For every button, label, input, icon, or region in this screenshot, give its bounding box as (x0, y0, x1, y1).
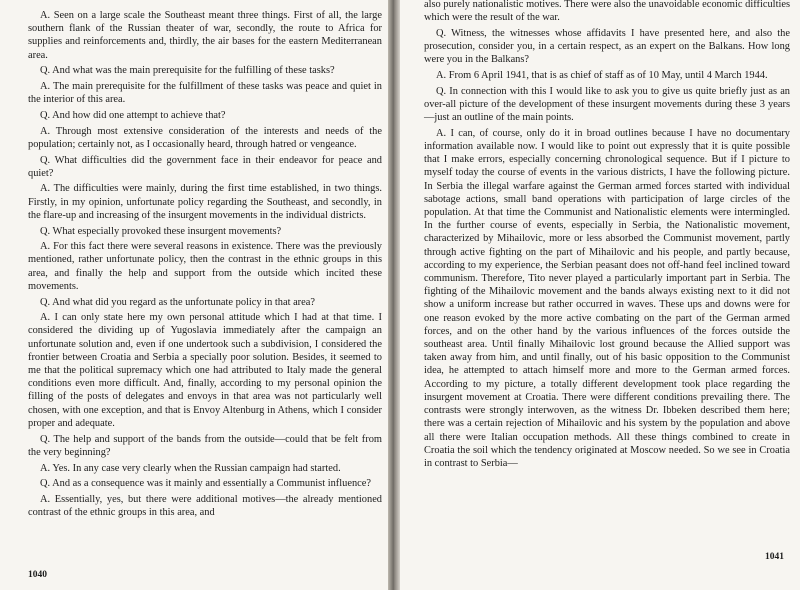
right-page-text (424, 0, 790, 470)
paragraph: A. From 6 April 1941, that is as chief of staff as of 10 May, until 4 March 1944. (436, 70, 768, 82)
paragraph: Q. And how did one attempt to achieve that? (40, 109, 226, 121)
page-number: 1041 (765, 552, 784, 562)
paragraph: A. The difficulties were mainly, during the first time established, in two things. Firstly, in my opinion, unfortunate policy regarding the Southeast, and secondly, in the flare-up and increasing of the insurgent movements in the individual districts. (28, 183, 382, 221)
paragraph: A. I can only state here my own personal attitude which I had at that time. I considered the dividing up of Yugoslavia immediately after the campaign an unfortunate solution and, even if one undertook such a subdivision, I considered the frontier between Croatia and Serbia a specially poor solution. Besides, it seemed to me that the political supremacy which one had attributed to Italy made the general conditions even more difficult. And, finally, according to my personal opinion the filling of the posts of delegates and envoys in that area was not particularly well chosen, with one exception, and that is Envoy Altenburg in Athens, which I consider proper and adequate. (28, 312, 382, 429)
paragraph: Q. And what did you regard as the unfortunate policy in that area? (40, 296, 315, 308)
right-page (400, 0, 800, 590)
paragraph: also purely nationalistic motives. There were also the unavoidable economic difficulties which were the result of the war. (424, 0, 790, 24)
paragraph: A. Seen on a large scale the Southeast meant three things. First of all, the large southern flank of the Russian theater of war, secondly, the route to Africa for supplies and reinforcements and, thirdly, the air bases for the eastern Mediterranean area. (28, 10, 382, 61)
paragraph: Q. In connection with this I would like to ask you to give us quite briefly just as an over-all picture of the development of these insurgent movements during these 3 years—just an outline of the main points. (424, 85, 790, 124)
paragraph: Q. And as a consequence was it mainly and essentially a Communist influence? (40, 478, 371, 490)
page-number: 1040 (28, 570, 47, 580)
paragraph: Q. What especially provoked these insurgent movements? (40, 225, 282, 237)
paragraph: A. Through most extensive consideration of the interests and needs of the population; certainly not, as I occasionally heard, through hatred or vengeance. (28, 125, 382, 150)
left-page-text (28, 9, 382, 519)
paragraph: Q. What difficulties did the government face in their endeavor for peace and quiet? (28, 154, 382, 179)
paragraph: Q. And what was the main prerequisite for the fulfilling of these tasks? (40, 65, 335, 77)
paragraph: A. The main prerequisite for the fulfillment of these tasks was peace and quiet in the interior of this area. (28, 81, 382, 106)
paragraph: A. Essentially, yes, but there were additional motives—the already mentioned contrast of the ethnic groups in this area, and (28, 493, 382, 519)
paragraph: A. For this fact there were several reasons in existence. There was the previously mentioned, rather unfortunate policy, then the contrast in the ethnic groups in this area, and finally the help and support from the outside which incited these movements. (28, 241, 382, 292)
paragraph: A. Yes. In any case very clearly when the Russian campaign had started. (40, 462, 341, 474)
left-page (0, 0, 388, 590)
paragraph: A. I can, of course, only do it in broad outlines because I have no documentary information available now. I would like to point out expressly that it is quite possible that I make errors, especially concerning chronological sequence. But if I picture to myself today the course of events in the various districts, I have the following picture. In Serbia the illegal warfare against the German armed forces started with individual sabotage actions, small band operations with participation of large circles of the population. At that time the Communist and Nationalistic elements were intermingled. In the further course of events, especially in Serbia, the Nationalistic movement, characterized by Mihailovic, more or less absorbed the Communist movement, partly through active fighting on the part of Mihailovic and his people, and partly because, according to my experience, the Serbian peasant does not off-hand feel inclined toward communism. Therefore, Tito never played a particularly important part in Serbia. The fighting of the Mihailovic movement and the bands always existing next to it did not show a uniform increase but rather occurred in waves. These ups and downs were for one reason evoked by the more active combating on the part of the German armed forces, and on the other hand by the various influences of the forces outside the southeast area. Until finally Mihailovic lost ground because the Allied support was taken away from him, and until finally, out of his basic opposition to the Communist idea, he attempted to attach himself more and more to the German armed forces. According to my picture, a totally different development took place regarding the insurgent movement at Croatia. There were different conditions prevailing there. The contrasts were strongly interwoven, as the witness Dr. Ibbeken described them here; there was a certain rejection of Mihailovic and his system by the population and above all there were Italian occupation methods. All these things combined to create in Croatia the soil which the tendency originated at Moscow needed. So we see in Croatia in contrast to Serbia— (424, 127, 790, 469)
paragraph: Q. Witness, the witnesses whose affidavits I have presented here, and also the prosecution, consider you, in a certain respect, as an expert on the Balkans. How long were you in the Balkans? (424, 27, 790, 66)
book-gutter (388, 0, 400, 590)
paragraph: Q. The help and support of the bands from the outside—could that be felt from the very beginning? (28, 433, 382, 458)
